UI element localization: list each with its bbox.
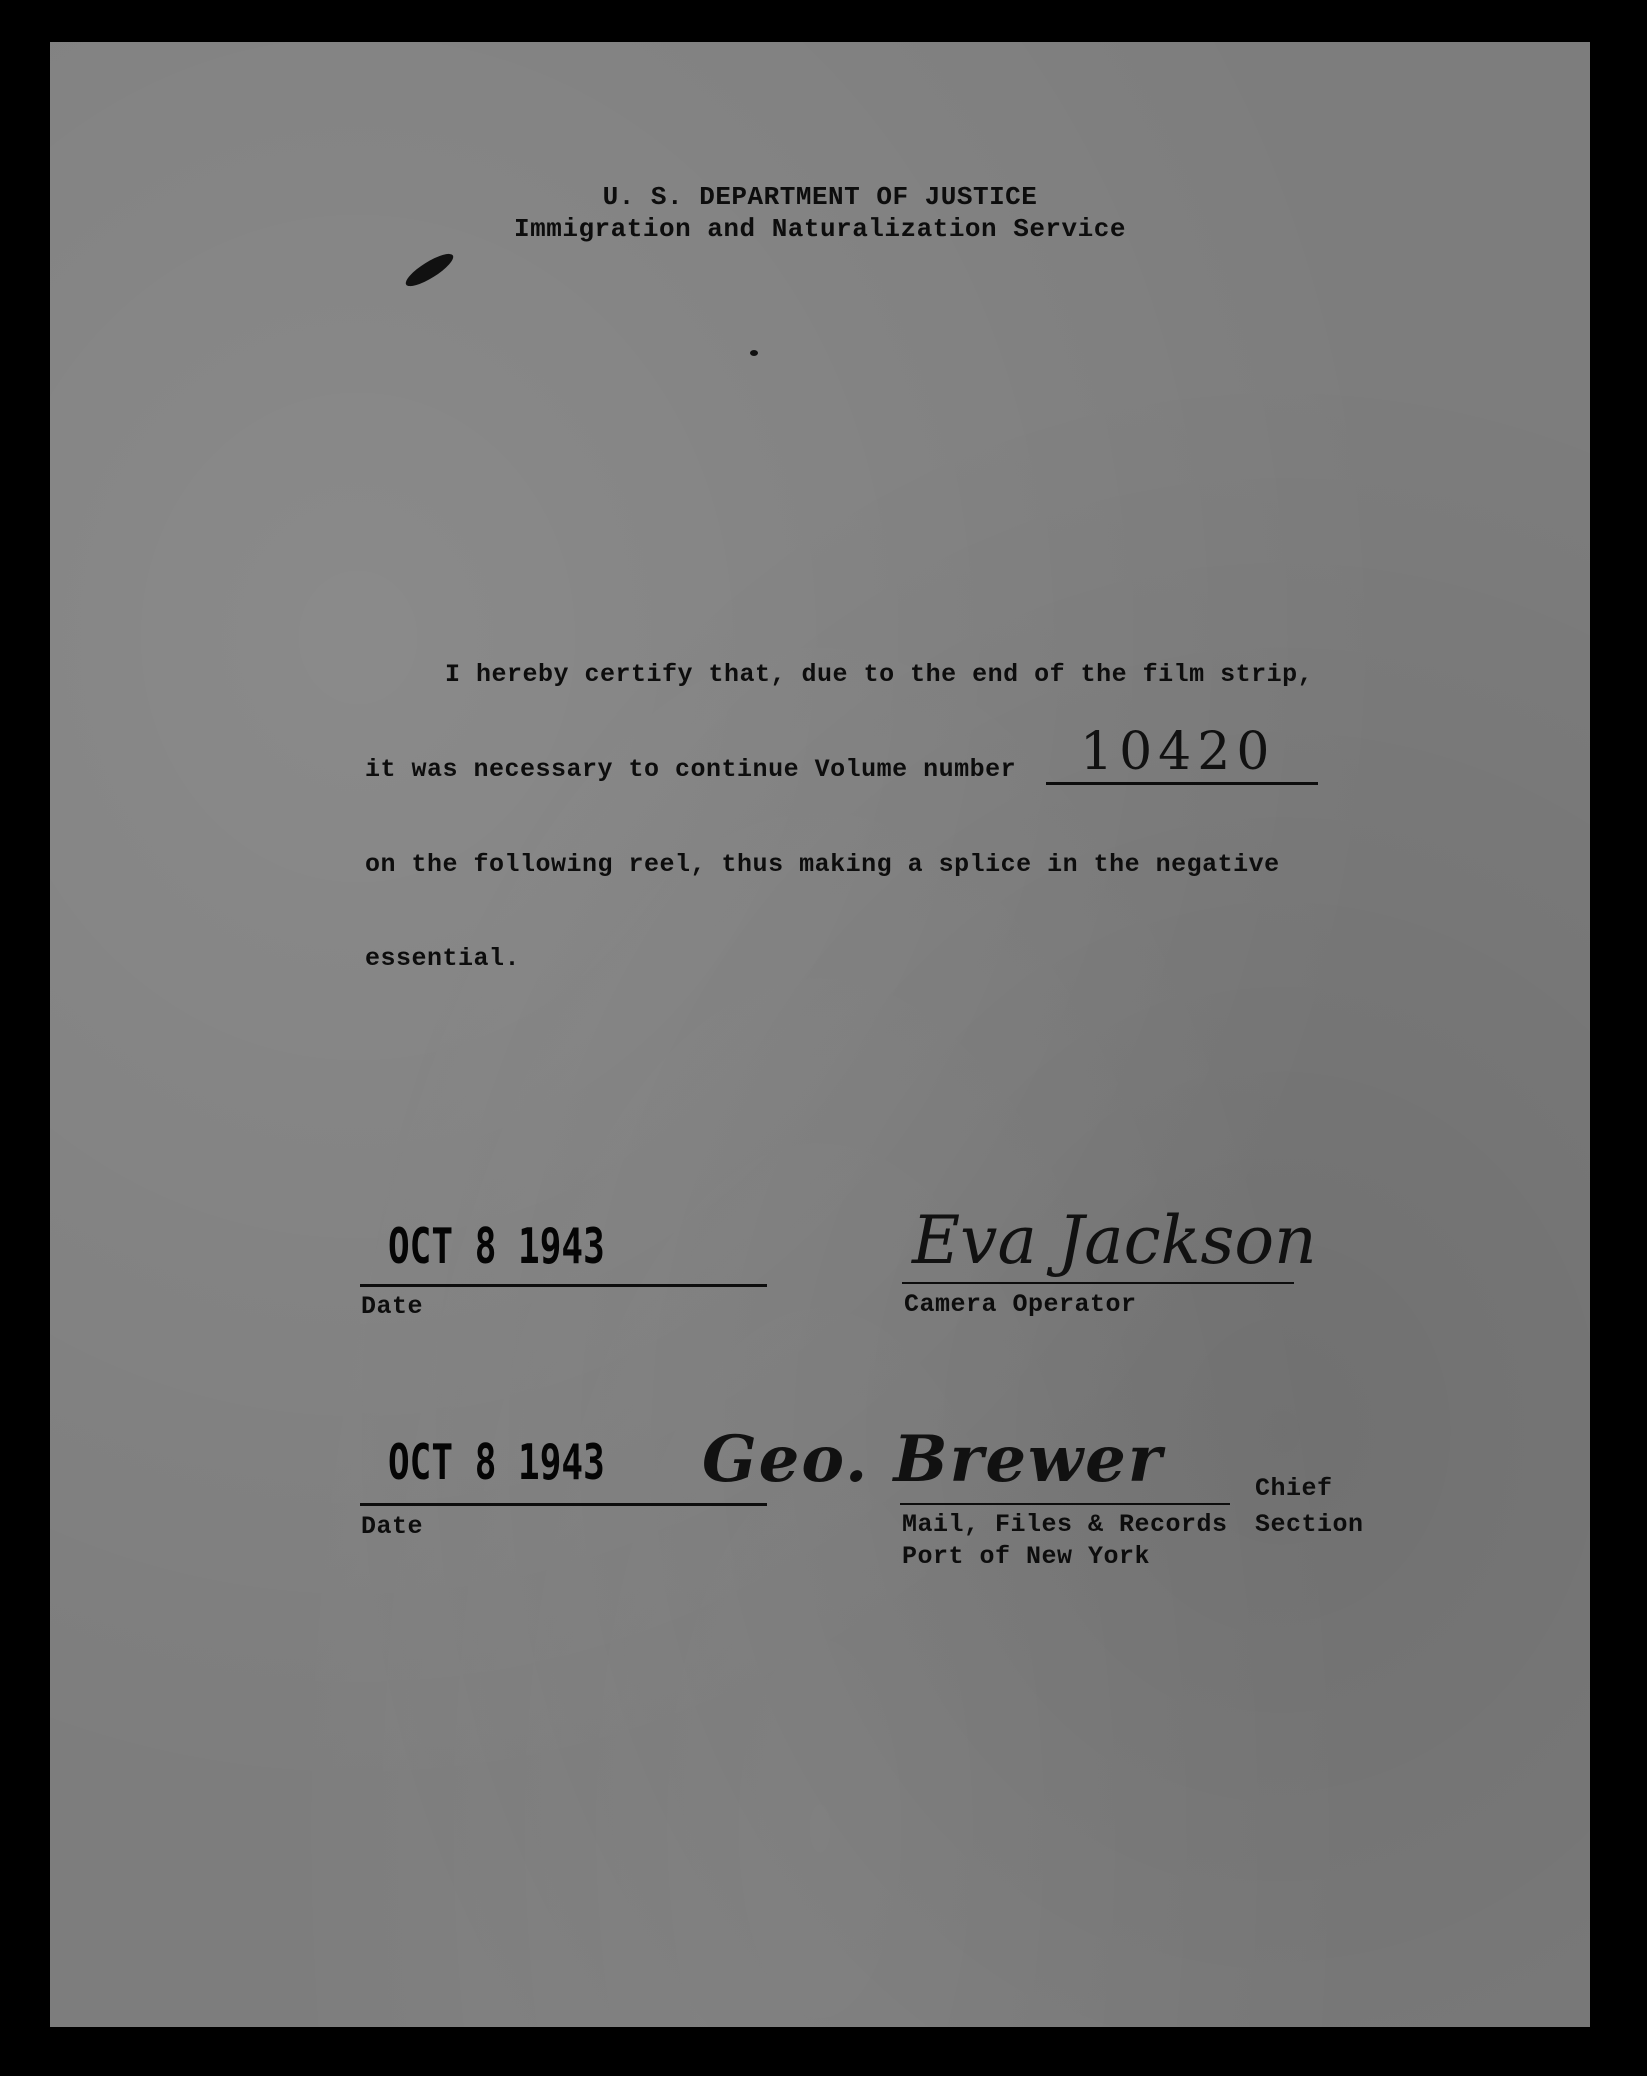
- camera-operator-line: [902, 1282, 1294, 1284]
- certification-line-3: on the following reel, thus making a splice in the negative: [365, 850, 1280, 879]
- certification-line-2: it was necessary to continue Volume number: [365, 755, 1017, 784]
- date-line-2: [360, 1503, 767, 1506]
- certification-line-1: I hereby certify that, due to the end of the film strip,: [445, 660, 1314, 689]
- port-label: Port of New York: [902, 1542, 1151, 1571]
- ink-speck: [750, 350, 758, 356]
- camera-operator-label: Camera Operator: [904, 1290, 1137, 1319]
- header-department: U. S. DEPARTMENT OF JUSTICE: [602, 182, 1038, 212]
- date-stamp-2: OCT 8 1943: [388, 1435, 605, 1491]
- chief-signature-line: [900, 1503, 1230, 1505]
- chief-signature: Geo. Brewer: [702, 1422, 1164, 1497]
- ink-blot: [402, 249, 457, 292]
- chief-label: Chief: [1255, 1474, 1333, 1503]
- document-page: [50, 42, 1590, 2027]
- volume-number-handwritten: 10420: [1080, 722, 1276, 782]
- division-label: Mail, Files & Records: [902, 1510, 1228, 1539]
- header-service: Immigration and Naturalization Service: [514, 214, 1126, 244]
- date-stamp-1: OCT 8 1943: [388, 1219, 605, 1275]
- date-line-1: [360, 1284, 767, 1287]
- date-label-2: Date: [361, 1512, 424, 1541]
- section-label: Section: [1255, 1510, 1364, 1539]
- camera-operator-signature: Eva Jackson: [912, 1202, 1317, 1279]
- date-label-1: Date: [361, 1292, 424, 1321]
- volume-number-line: [1046, 782, 1318, 785]
- certification-line-4: essential.: [365, 944, 521, 973]
